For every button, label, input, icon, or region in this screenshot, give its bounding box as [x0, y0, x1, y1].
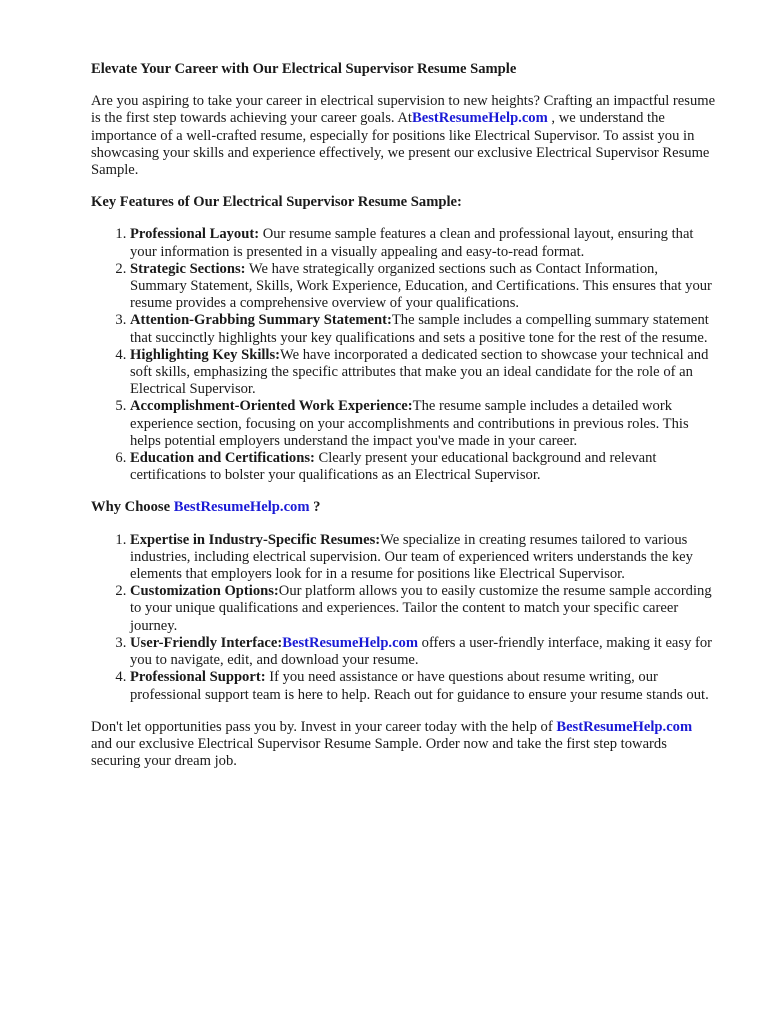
feature-text: The sample includes a compelling summary statement that succinctly highlights your key qualifications and sets a positive tone for the rest of the resume. — [130, 312, 709, 346]
feature-text: The resume sample includes a detailed work experience section, focusing on your accomplishments and contributions in previous roles. This helps potential employers understand the impact you've made in your career. — [130, 398, 689, 449]
list-item — [130, 398, 716, 450]
feature-text: Clearly present your educational background and relevant certifications to bolster your qualifications as an Electrical Supervisor. — [130, 450, 657, 484]
feature-text: We have incorporated a dedicated section to showcase your technical and soft skills, emphasizing the specific attributes that make you an ideal candidate for the role of an Electrical Supervisor. — [130, 346, 709, 398]
why-list — [91, 532, 716, 704]
list-item — [130, 347, 716, 399]
why-heading-text: Why Choose — [91, 499, 174, 516]
why-text: Our platform allows you to easily customize the resume sample according to your unique qualifications and experiences. Tailor the content to match your specific career journey. — [130, 583, 712, 634]
feature-label: Highlighting Key Skills: — [130, 346, 281, 363]
feature-label: Attention-Grabbing Summary Statement: — [130, 312, 392, 329]
features-list — [91, 226, 716, 484]
feature-text: We have strategically organized sections such as Contact Information, Summary Statement, Skills, Work Experience, Education, and Certifications. This ensures that your resume provides a comprehensive overview of your qualifications. — [130, 260, 712, 312]
list-item — [130, 532, 716, 584]
list-item — [130, 669, 716, 703]
list-item — [130, 450, 716, 484]
why-label: User-Friendly Interface: — [130, 634, 283, 651]
feature-label: Education and Certifications: — [130, 450, 315, 467]
why-label: Professional Support: — [130, 669, 266, 686]
intro-link[interactable]: BestResumeHelp.com — [411, 110, 548, 127]
feature-label: Professional Layout: — [130, 226, 260, 243]
closing-text-before: Don't let opportunities pass you by. Invest in your career today with the help of — [91, 718, 557, 735]
intro-text-before: Are you aspiring to take your career in electrical supervision to new heights? Crafting an impactful resume is the first step towards achieving your career goals. At — [91, 93, 716, 127]
why-heading-suffix: ? — [309, 499, 321, 516]
list-item — [130, 583, 716, 635]
why-heading — [91, 499, 718, 516]
why-link[interactable]: BestResumeHelp.com — [282, 634, 419, 651]
feature-text: Our resume sample features a clean and professional layout, ensuring that your information is presented in a visually appealing and easy-to-read format. — [130, 226, 694, 260]
document-title: Elevate Your Career with Our Electrical Supervisor Resume Sample — [91, 61, 517, 77]
why-heading-link[interactable]: BestResumeHelp.com — [173, 499, 310, 516]
feature-label: Strategic Sections: — [130, 260, 246, 277]
closing-paragraph — [91, 719, 716, 771]
intro-paragraph — [91, 93, 716, 179]
why-text: offers a user-friendly interface, making it easy for you to navigate, edit, and download your resume. — [130, 634, 713, 669]
list-item — [130, 226, 716, 260]
why-text: If you need assistance or have questions about resume writing, our professional support team is here to help. Reach out for guidance to ensure your resume stands out. — [130, 669, 709, 703]
feature-label: Accomplishment-Oriented Work Experience: — [130, 398, 413, 415]
features-heading: Key Features of Our Electrical Supervisor Resume Sample: — [91, 194, 462, 211]
list-item — [130, 635, 716, 669]
closing-link[interactable]: BestResumeHelp.com — [556, 718, 693, 735]
why-label: Expertise in Industry-Specific Resumes: — [130, 531, 381, 548]
intro-text-after: , we understand the importance of a well-crafted resume, especially for positions like Electrical Supervisor. To assist you in showcasing your skills and experience effectively, we present our exclusive Electrical Supervisor Resume Sample. — [91, 110, 710, 179]
why-label: Customization Options: — [130, 583, 279, 600]
list-item — [130, 312, 716, 346]
closing-text-after: and our exclusive Electrical Supervisor Resume Sample. Order now and take the first step towards securing your dream job. — [91, 735, 667, 770]
list-item — [130, 261, 716, 313]
why-text: We specialize in creating resumes tailored to various industries, including electrical supervision. Our team of experienced writers understands the key elements that employers look for in a resume for positions like Electrical Supervisor. — [130, 531, 693, 583]
